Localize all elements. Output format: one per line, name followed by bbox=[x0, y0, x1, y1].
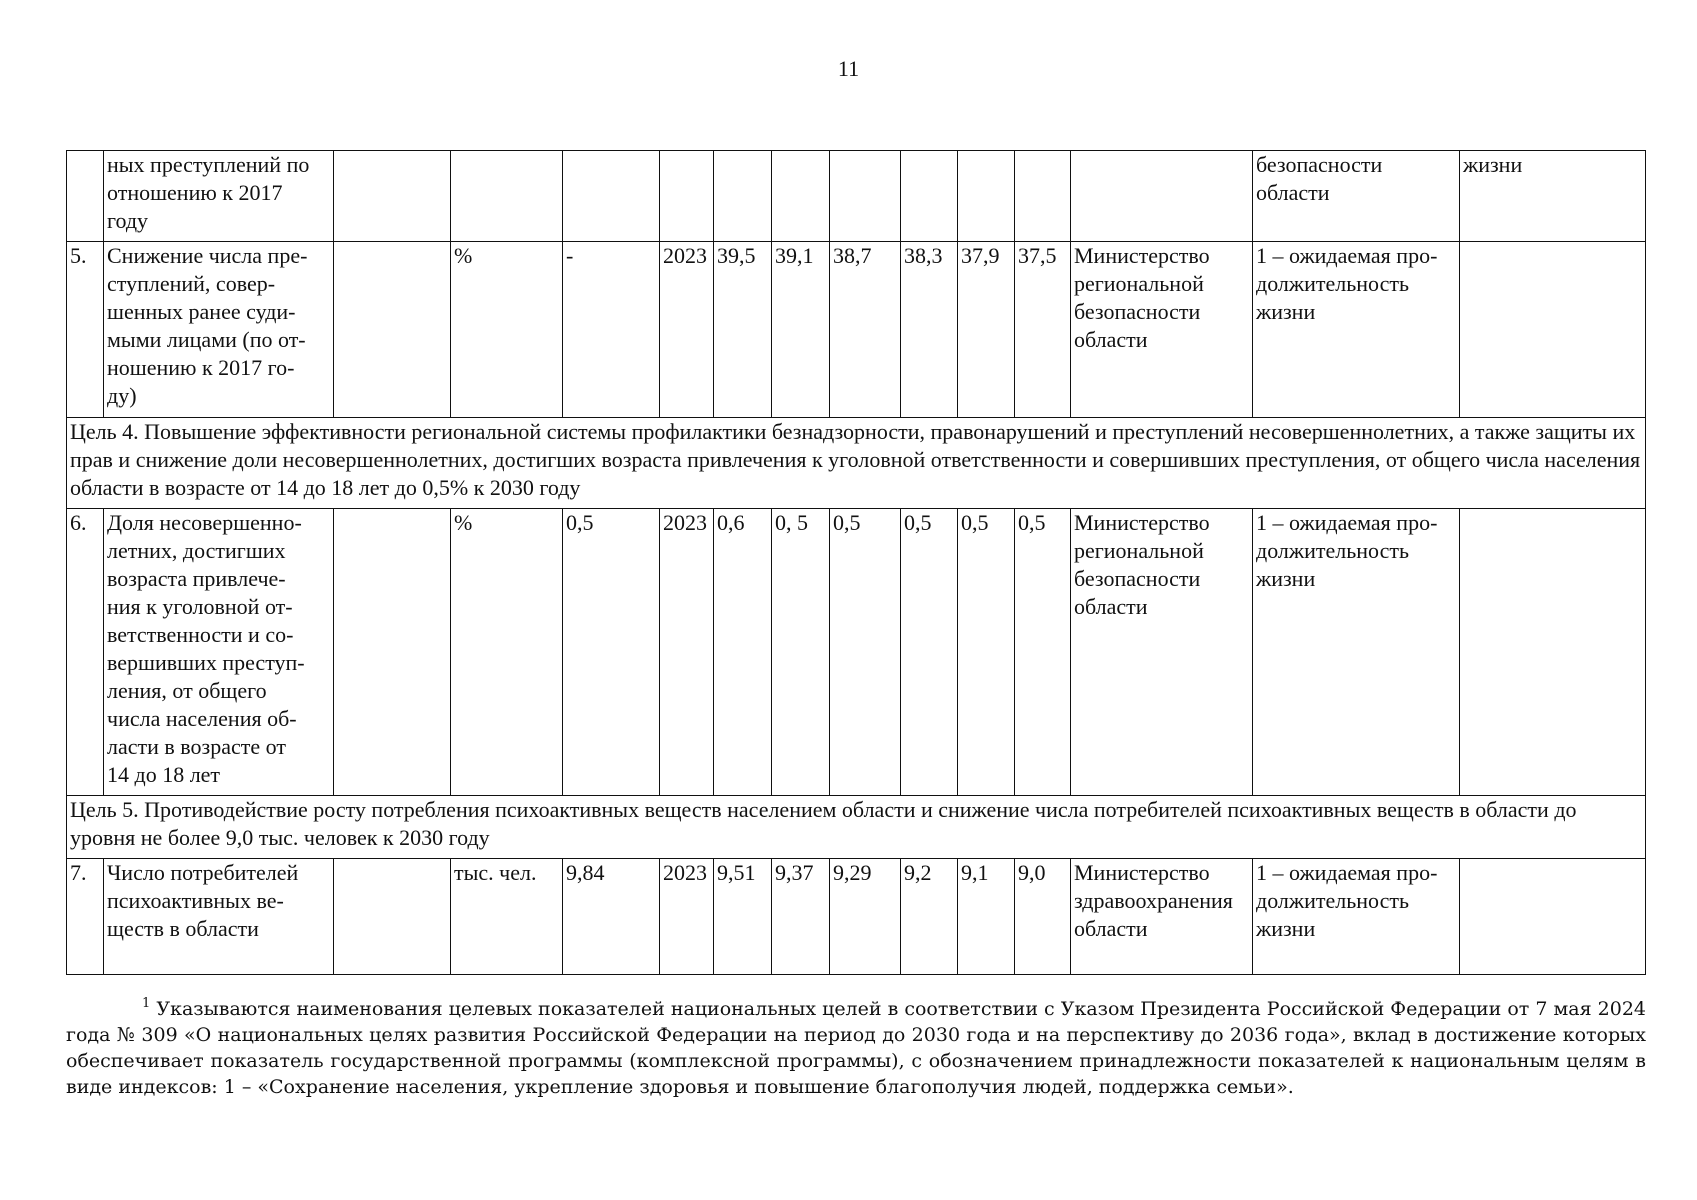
indicator-name-cell: ных преступлений по отношению к 2017 году bbox=[104, 151, 334, 242]
table-row bbox=[67, 242, 1646, 418]
table-cell bbox=[1460, 509, 1646, 796]
value-cell: 0,6 bbox=[714, 509, 772, 796]
indicators-table bbox=[66, 150, 1646, 975]
value-cell bbox=[772, 151, 830, 242]
footnote bbox=[66, 996, 1646, 1100]
goal-row bbox=[67, 418, 1646, 509]
row-number-cell: 5. bbox=[67, 242, 104, 418]
unit-cell: тыс. чел. bbox=[451, 859, 563, 975]
unit-cell bbox=[451, 151, 563, 242]
footnote-marker: 1 bbox=[142, 996, 151, 1011]
value-cell: 9,37 bbox=[772, 859, 830, 975]
base-value-cell: 0,5 bbox=[563, 509, 660, 796]
row-number-cell: 6. bbox=[67, 509, 104, 796]
base-year-cell bbox=[660, 151, 714, 242]
base-value-cell bbox=[563, 151, 660, 242]
table-row bbox=[67, 151, 1646, 242]
indicator-name-cell: Число потребителей психоактивных ве- ществ в области bbox=[104, 859, 334, 975]
national-goal-cell: 1 – ожидаемая про- должительность жизни bbox=[1253, 859, 1460, 975]
table-row bbox=[67, 859, 1646, 975]
value-cell: 9,51 bbox=[714, 859, 772, 975]
value-cell: 0,5 bbox=[830, 509, 901, 796]
value-cell: 0,5 bbox=[958, 509, 1015, 796]
row-number-cell: 7. bbox=[67, 859, 104, 975]
value-cell bbox=[714, 151, 772, 242]
value-cell: 38,7 bbox=[830, 242, 901, 418]
value-cell: 38,3 bbox=[901, 242, 958, 418]
table-cell: жизни bbox=[1460, 151, 1646, 242]
value-cell: 0,5 bbox=[1015, 509, 1071, 796]
row-number-cell bbox=[67, 151, 104, 242]
page-number: 11 bbox=[837, 56, 860, 81]
value-cell: 9,0 bbox=[1015, 859, 1071, 975]
value-cell: 39,1 bbox=[772, 242, 830, 418]
value-cell: 9,29 bbox=[830, 859, 901, 975]
table-cell bbox=[334, 859, 451, 975]
value-cell: 39,5 bbox=[714, 242, 772, 418]
value-cell: 37,9 bbox=[958, 242, 1015, 418]
table-cell bbox=[1460, 859, 1646, 975]
indicator-name-cell: Снижение числа пре- ступлений, совер- шенных ранее суди- мыми лицами (по от- ношению к 2017 го- ду) bbox=[104, 242, 334, 418]
base-value-cell: - bbox=[563, 242, 660, 418]
responsible-cell bbox=[1071, 151, 1253, 242]
national-goal-cell: 1 – ожидаемая про- должительность жизни bbox=[1253, 509, 1460, 796]
table-cell bbox=[1460, 242, 1646, 418]
unit-cell: % bbox=[451, 509, 563, 796]
table-cell bbox=[334, 151, 451, 242]
goal-4-text: Цель 4. Повышение эффективности региональной системы профилактики безнадзорности, правонарушений и преступлений несовершеннолетних, а также защиты их прав и снижение доли несовершеннолетних, достигших возраста привлечения к уголовной ответственности и совершивших преступления, от общего числа населения области в возрасте от 14 до 18 лет до 0,5% к 2030 году bbox=[67, 418, 1646, 509]
value-cell: 0,5 bbox=[901, 509, 958, 796]
table-row bbox=[67, 509, 1646, 796]
footnote-text: Указываются наименования целевых показателей национальных целей в соответствии с Указом Президента Российской Федерации от 7 мая 2024 года № 309 «О национальных целях развития Российской Федерации на период до 2030 года и на перспективу до 2036 года», вклад в достижение которых обеспечивает показатель государственной программы (комплексной программы), с обозначением принадлежности показателей к национальным целям в виде индексов: 1 – «Сохранение населения, укрепление здоровья и повышение благополучия людей, поддержка семьи». bbox=[66, 998, 1646, 1098]
goal-row bbox=[67, 796, 1646, 859]
table-cell bbox=[334, 509, 451, 796]
national-goal-cell: 1 – ожидаемая про- должительность жизни bbox=[1253, 242, 1460, 418]
goal-5-text: Цель 5. Противодействие росту потребления психоактивных веществ населением области и снижение числа потребителей психоактивных веществ в области до уровня не более 9,0 тыс. человек к 2030 году bbox=[67, 796, 1646, 859]
national-goal-cell: безопасности области bbox=[1253, 151, 1460, 242]
responsible-cell: Министерство здравоохранения области bbox=[1071, 859, 1253, 975]
base-year-cell: 2023 bbox=[660, 242, 714, 418]
value-cell: 37,5 bbox=[1015, 242, 1071, 418]
base-year-cell: 2023 bbox=[660, 859, 714, 975]
table-cell bbox=[334, 242, 451, 418]
unit-cell: % bbox=[451, 242, 563, 418]
responsible-cell: Министерство региональной безопасности области bbox=[1071, 242, 1253, 418]
value-cell bbox=[958, 151, 1015, 242]
value-cell: 9,1 bbox=[958, 859, 1015, 975]
value-cell: 9,2 bbox=[901, 859, 958, 975]
value-cell bbox=[901, 151, 958, 242]
indicator-name-cell: Доля несовершенно- летних, достигших возраста привлече- ния к уголовной от- ветственности и со- вершивших преступ- ления, от общего числа населения об- ласти в возрасте от 14 до 18 лет bbox=[104, 509, 334, 796]
value-cell bbox=[1015, 151, 1071, 242]
value-cell: 0, 5 bbox=[772, 509, 830, 796]
base-value-cell: 9,84 bbox=[563, 859, 660, 975]
value-cell bbox=[830, 151, 901, 242]
base-year-cell: 2023 bbox=[660, 509, 714, 796]
responsible-cell: Министерство региональной безопасности области bbox=[1071, 509, 1253, 796]
